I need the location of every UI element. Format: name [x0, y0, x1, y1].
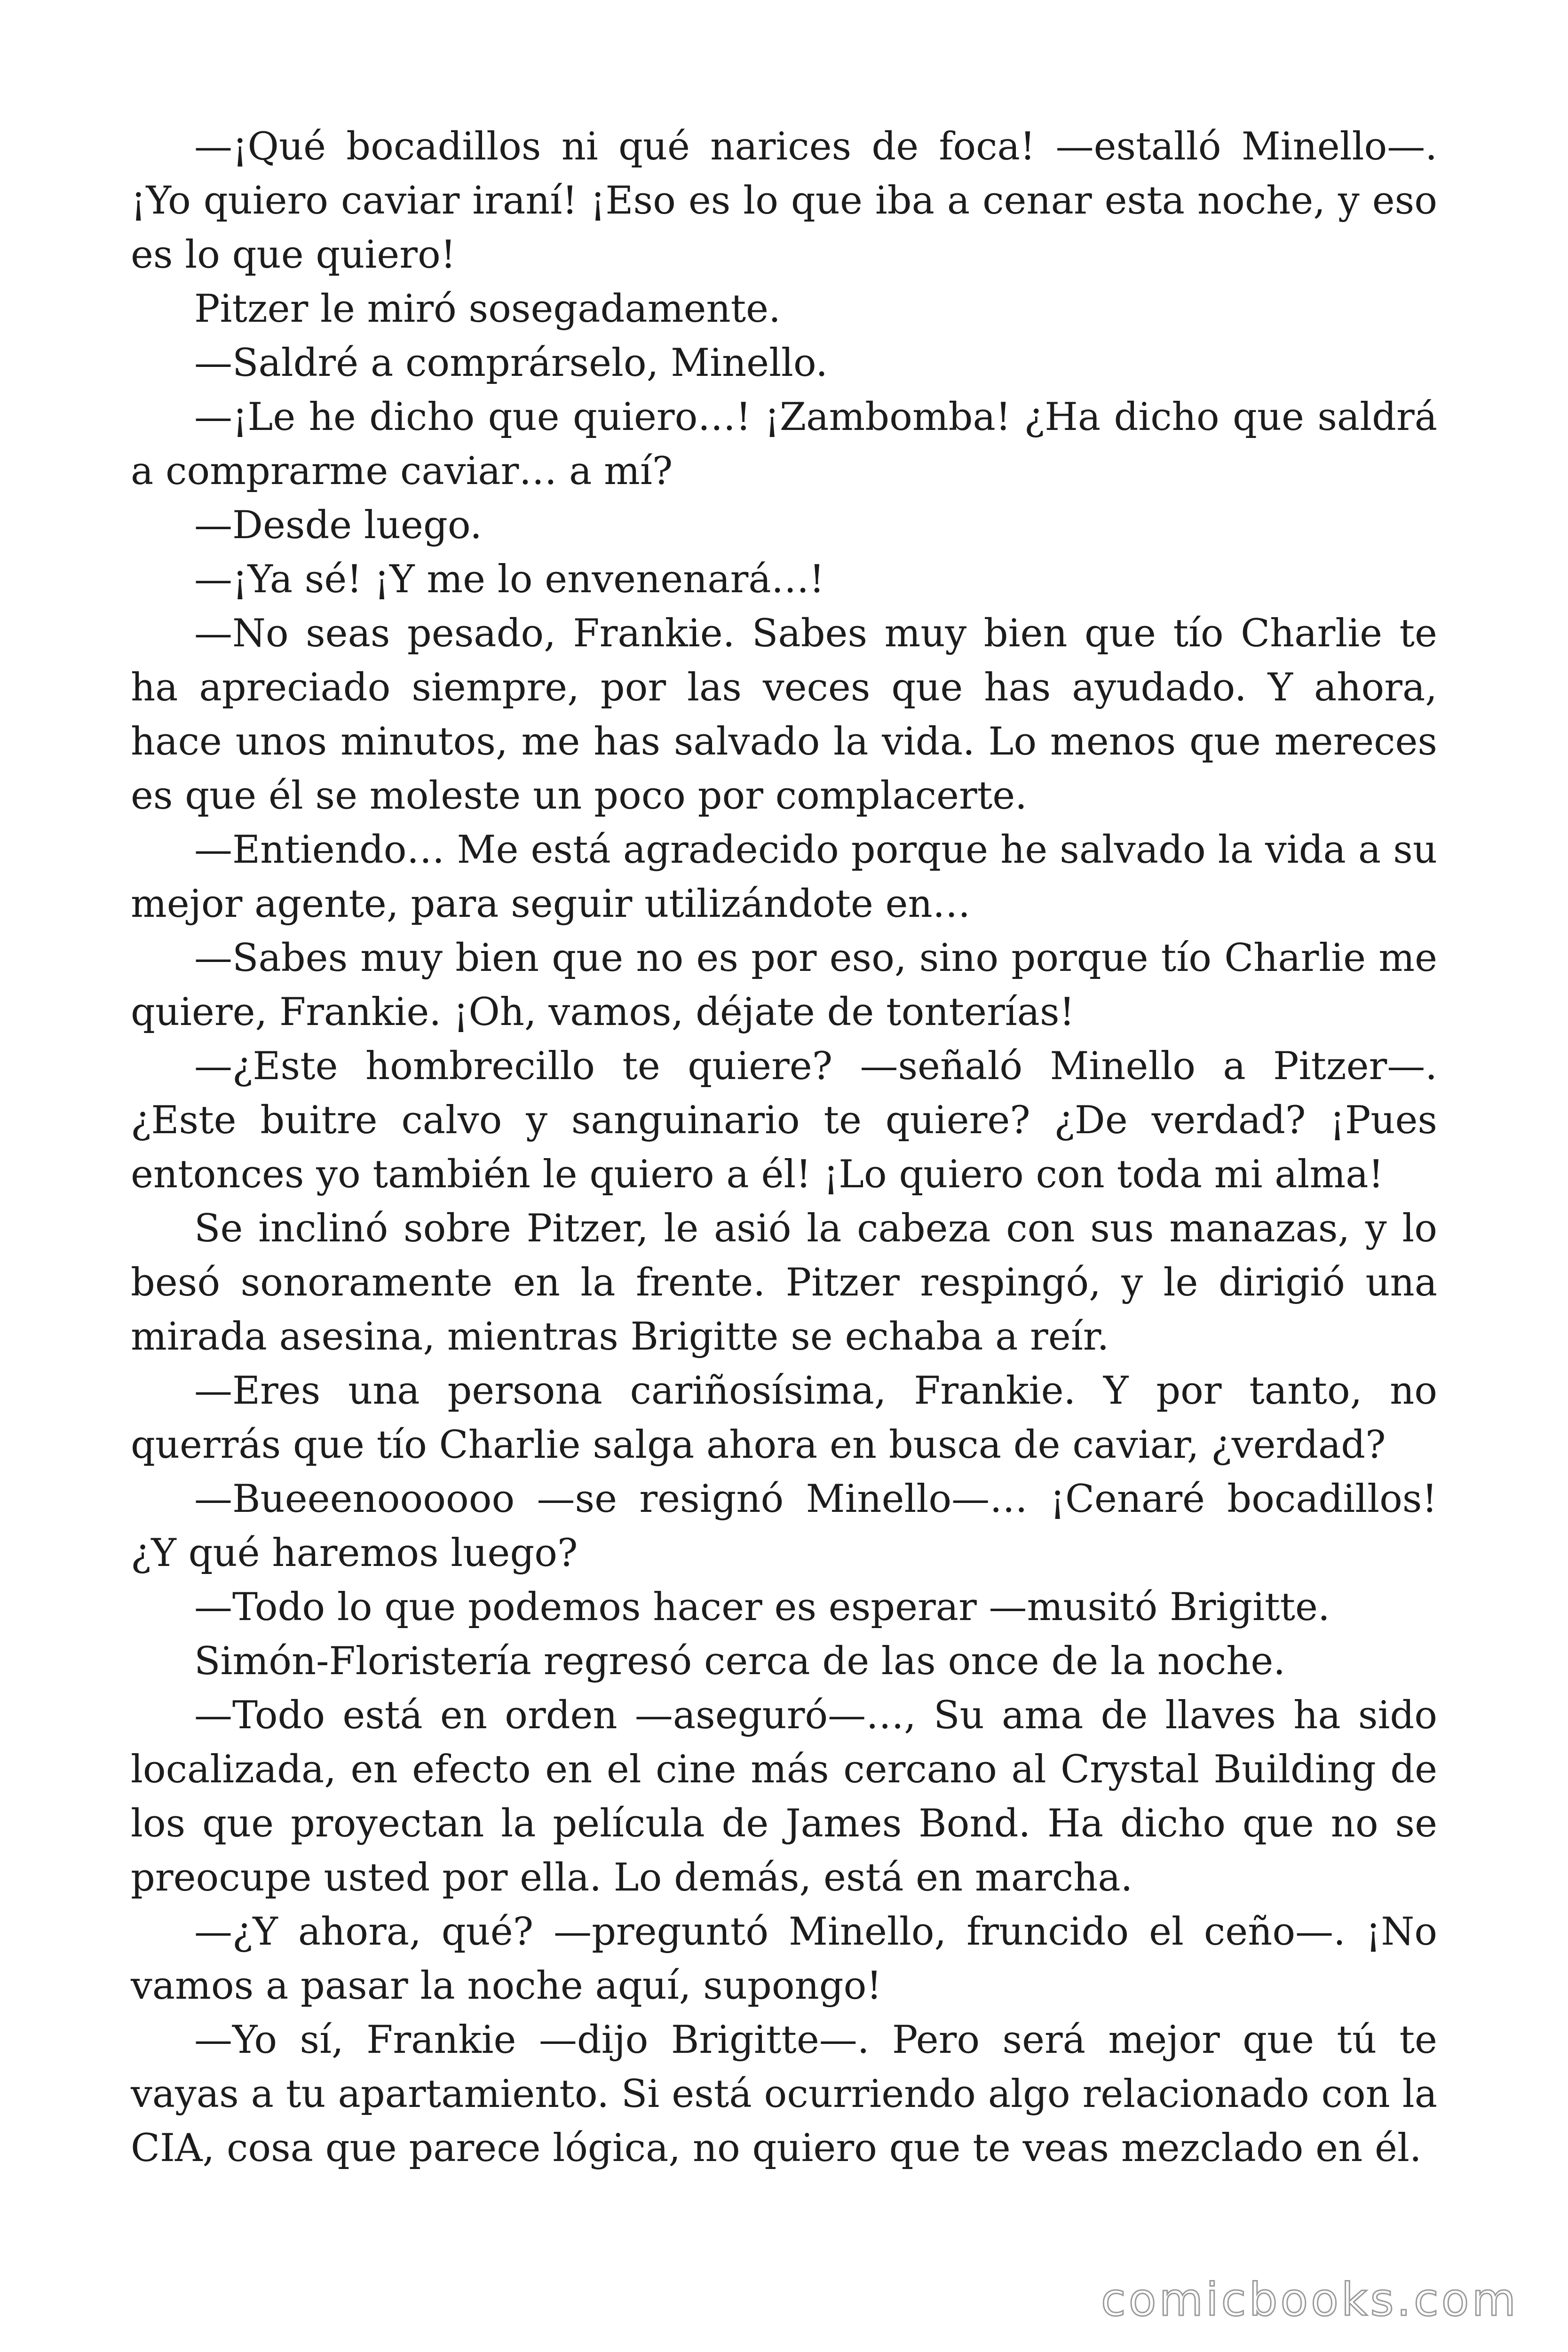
paragraph: Se inclinó sobre Pitzer, le asió la cabeza con sus manazas, y lo besó sonoramente en la frente. Pitzer respingó, y le dirigió una mirada asesina, mientras Brigitte se echaba a reír. [131, 1207, 1437, 1359]
paragraph: —Eres una persona cariñosísima, Frankie. Y por tanto, no querrás que tío Charlie salga ahora en busca de caviar, ¿verdad? [131, 1369, 1437, 1467]
paragraph: —¡Ya sé! ¡Y me lo envenenará…! [194, 557, 825, 602]
paragraph: —¿Este hombrecillo te quiere? —señaló Minello a Pitzer—. ¿Este buitre calvo y sanguinario te quiere? ¿De verdad? ¡Pues entonces yo también le quiero a él! ¡Lo quiero con toda mi alma! [131, 1044, 1437, 1197]
paragraph: —Entiendo… Me está agradecido porque he salvado la vida a su mejor agente, para seguir utilizándote en… [131, 828, 1437, 926]
paragraph: Simón-Floristería regresó cerca de las once de la noche. [194, 1639, 1286, 1684]
paragraph: —Saldré a comprárselo, Minello. [194, 341, 828, 385]
paragraph: —Bueeenoooooo —se resignó Minello—… ¡Cenaré bocadillos! ¿Y qué haremos luego? [131, 1477, 1437, 1575]
paragraph: —Sabes muy bien que no es por eso, sino porque tío Charlie me quiere, Frankie. ¡Oh, vamos, déjate de tonterías! [131, 936, 1437, 1034]
page-text [131, 120, 1437, 2199]
paragraph: —Todo lo que podemos hacer es esperar —musitó Brigitte. [194, 1585, 1330, 1629]
paragraph: —Desde luego. [194, 503, 482, 548]
paragraph: —Todo está en orden —aseguró—…, Su ama de llaves ha sido localizada, en efecto en el cine más cercano al Crystal Building de los que proyectan la película de James Bond. Ha dicho que no se preocupe usted por ella. Lo demás, está en marcha. [131, 1693, 1437, 1900]
paragraph: —Yo sí, Frankie —dijo Brigitte—. Pero será mejor que tú te vayas a tu apartamiento. Si está ocurriendo algo relacionado con la CIA, cosa que parece lógica, no quiero que te veas mezclado en él. [131, 2018, 1437, 2170]
paragraph: —¡Le he dicho que quiero…! ¡Zambomba! ¿Ha dicho que saldrá a comprarme caviar… a mí? [131, 395, 1437, 493]
paragraph: Pitzer le miró sosegadamente. [194, 287, 781, 331]
watermark: comicbooks.com [1101, 2273, 1519, 2326]
paragraph: —No seas pesado, Frankie. Sabes muy bien que tío Charlie te ha apreciado siempre, por las veces que has ayudado. Y ahora, hace unos minutos, me has salvado la vida. Lo menos que mereces es que él se moleste un poco por complacerte. [131, 612, 1437, 818]
paragraph: —¿Y ahora, qué? —preguntó Minello, fruncido el ceño—. ¡No vamos a pasar la noche aquí, supongo! [131, 1910, 1437, 2008]
paragraph: —¡Qué bocadillos ni qué narices de foca! —estalló Minello—. ¡Yo quiero caviar iraní! ¡Eso es lo que iba a cenar esta noche, y eso es lo que quiero! [131, 125, 1437, 277]
